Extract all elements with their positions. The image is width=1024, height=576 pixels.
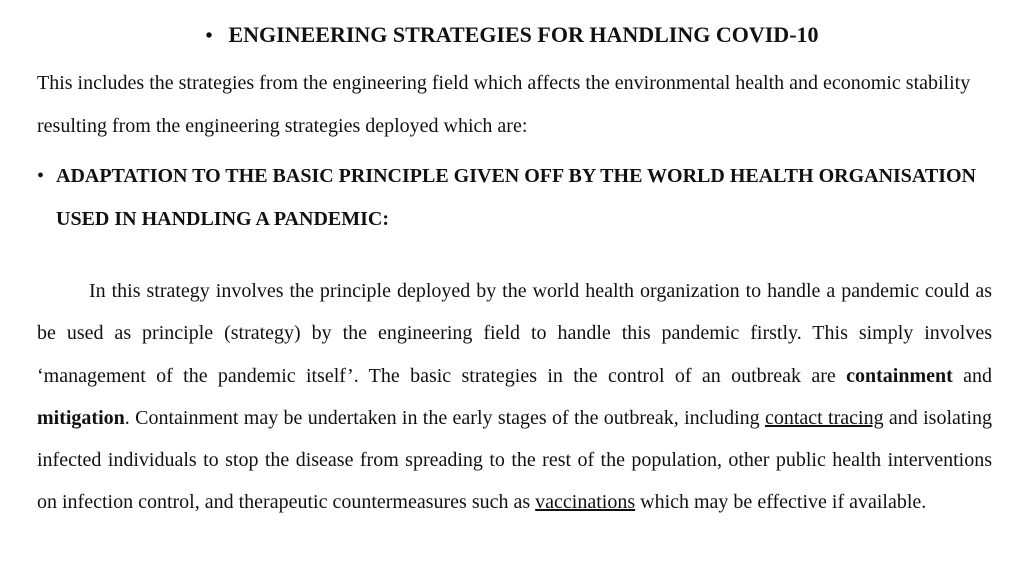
section-heading-text: ADAPTATION TO THE BASIC PRINCIPLE GIVEN OFF BY THE WORLD HEALTH ORGANISATION USED IN HANDLING A PANDEMIC: <box>56 165 976 230</box>
title-row <box>0 20 1024 51</box>
section-bullet: • <box>37 165 45 187</box>
body-paragraph <box>37 270 992 524</box>
body-text-and: and <box>952 364 992 387</box>
containment-term: containment <box>846 364 953 387</box>
body-text-part4: which may be effective if available. <box>635 491 927 514</box>
mitigation-term: mitigation <box>37 406 125 429</box>
section-heading <box>37 155 997 241</box>
body-text-part1: In this strategy involves the principle deployed by the world health organization to handle a pandemic could as be used as principle (strategy) by the engineering field to handle this pandemic firstly. This simply involves ‘management of the pandemic itself’. The basic strategies in the control of an outbreak are <box>37 280 992 387</box>
page-title: ENGINEERING STRATEGIES FOR HANDLING COVID-10 <box>228 22 819 47</box>
title-bullet: • <box>205 25 213 47</box>
body-text-part2: . Containment may be undertaken in the early stages of the outbreak, including <box>124 406 765 429</box>
body-text-part3: and isolating infected individuals to stop the disease from spreading to the rest of the population, other public health interventions on infection control, and therapeutic countermeasures such as <box>37 406 992 514</box>
contact-tracing-term: contact tracing <box>764 406 884 429</box>
vaccinations-term: vaccinations <box>535 491 636 514</box>
intro-paragraph: This includes the strategies from the engineering field which affects the environmental health and economic stability resulting from the engineering strategies deployed which are: <box>37 72 971 137</box>
